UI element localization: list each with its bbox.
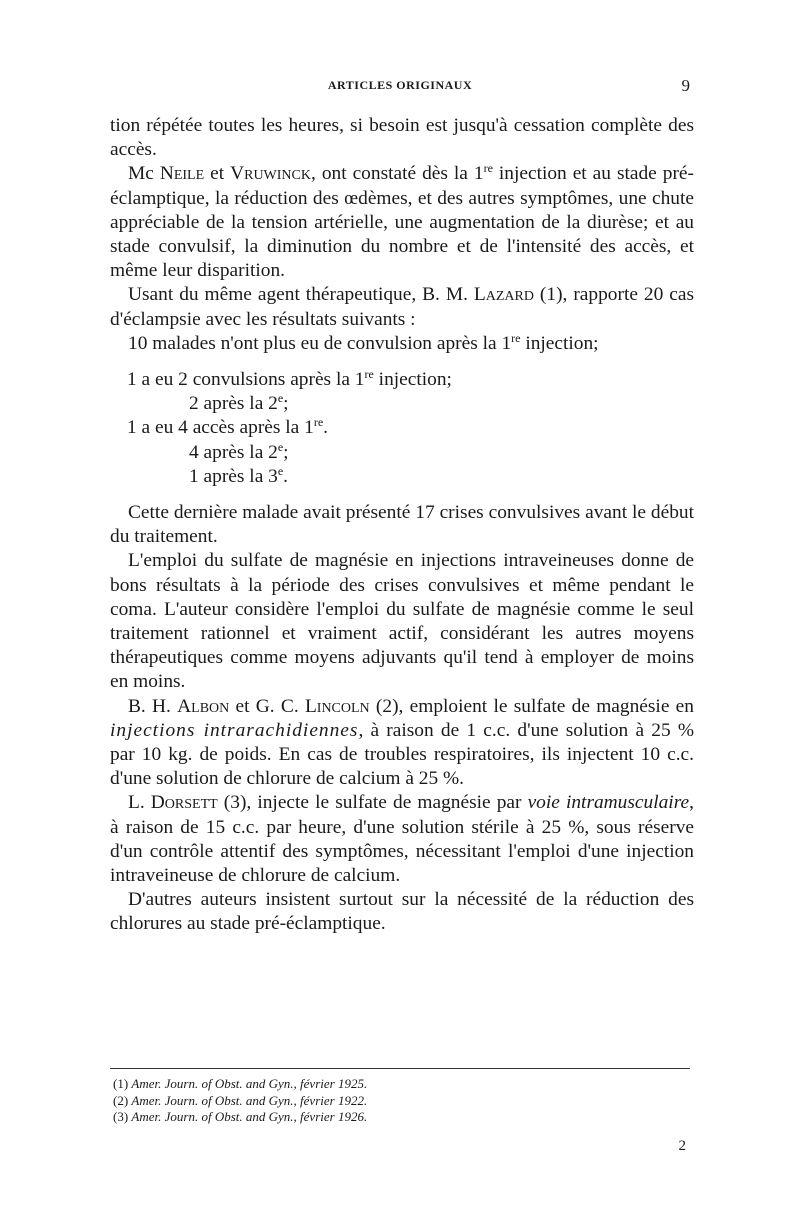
author-name: Vruwinck [230,163,311,185]
row-lead: 1 a eu [127,369,179,391]
text-run: 10 malades n'ont plus eu de convulsion après la 1 [128,332,512,354]
text-run: (3), injecte le sulfate de magnésie par [217,792,528,814]
author-name: Dorsett [150,792,218,814]
footnote-mark: (1) [113,1076,129,1091]
text-run: , ont constaté dès la 1 [311,163,484,185]
text-run: B. H. [128,695,178,717]
results-row [110,368,694,392]
paragraph-albon-lincoln [110,695,694,792]
text-run: , à raison de 15 c.c. par heure, d'une solution stérile à 25 %, sous réserve d'un contrôle attentif des symptômes, nécessitant l'emploi d'une injection intraveineuse de chlorure de calcium. [110,792,694,887]
footnotes [113,1076,673,1126]
superscript: e [277,463,284,478]
footnote-text: Amer. Journ. of Obst. and Gyn., février 1922. [131,1092,368,1108]
paragraph-sulfate-use [110,549,694,694]
text-run: L. [128,792,151,814]
footnote-mark: (2) [113,1092,129,1108]
footnote-divider [110,1068,690,1069]
paragraph-lazard [110,283,694,331]
superscript: re [364,367,374,382]
results-row [110,416,694,440]
paragraph-dorsett [110,791,694,888]
row-text: 2 convulsions après la 1 [178,369,365,391]
emphasis: voie intramusculaire [527,792,690,814]
results-row [110,392,694,416]
text-run: et [204,163,231,185]
paragraph-text: L'emploi du sulfate de magnésie en injections intraveineuses donne de bons résultats à la période des crises convulsives et même pendant le coma. L'auteur considère l'emploi du sulfate de magnésie comme le seul traitement rationnel et vraiment actif, considérant les autres moyens thérapeutiques comme moyens adjuvants qu'il tend à employer de moins en moins. [110,550,694,693]
author-name: Neile [159,163,205,185]
text-run: , à raison de 1 c.c. d'une solution à 25 % par 10 kg. de poids. En cas de troubles respiratoires, ils injectent 10 c.c. d'une solution de chlorure de calcium à 25 %. [110,719,694,790]
footnote [113,1076,673,1093]
emphasis: injections intrarachidiennes [110,719,359,741]
page-header [110,76,690,100]
row-lead: 1 a eu [127,417,179,439]
paragraph-text: D'autres auteurs insistent surtout sur la nécessité de la réduction des chlorures au stade pré-éclamptique. [110,889,694,935]
superscript: re [483,161,493,176]
author-name: Albon [177,695,230,717]
paragraph-last-patient [110,501,694,549]
results-list [110,368,694,489]
footnote-mark: (3) [113,1109,129,1124]
superscript: e [277,391,284,406]
author-name: Lazard [473,284,534,306]
paragraph-results-intro [110,332,694,356]
results-row [110,465,694,489]
text-run: et G. C. [229,695,305,717]
text-run: Mc [128,163,160,185]
row-text: 4 accès après la 1 [178,417,314,439]
superscript: re [511,330,521,345]
article-body [110,114,694,937]
row-tail: injection; [373,369,452,391]
row-text: 4 après la 2 [189,441,278,463]
paragraph-text: tion répétée toutes les heures, si besoin est jusqu'à cessation complète des accès. [110,115,694,161]
paragraph-neile-vruwinck [110,162,694,283]
paragraph-text: Cette dernière malade avait présenté 17 crises convulsives avant le début du traitement. [110,501,694,548]
row-tail: ; [283,441,289,463]
page-number: 9 [681,76,690,95]
results-row [110,441,694,465]
row-tail: ; [283,393,289,415]
text-run: (1), rapporte 20 cas d'éclampsie avec les résultats suivants : [110,284,694,330]
superscript: re [313,415,324,430]
paragraph-chlorides [110,888,694,936]
signature-mark: 2 [678,1138,686,1154]
text-run: Usant du même agent thérapeutique, B. M. [128,284,474,306]
footnote [113,1093,673,1110]
footnote [113,1109,673,1126]
author-name: Lincoln [304,695,370,717]
text-run: injection; [520,332,599,354]
superscript: e [277,439,284,454]
footnote-text: Amer. Journ. of Obst. and Gyn., février 1926. [131,1109,368,1124]
row-tail: . [283,465,289,487]
text-run: (2), emploient le sulfate de magnésie en [369,695,694,717]
row-tail: . [323,417,329,439]
row-text: 2 après la 2 [189,393,278,415]
paragraph-continuation [110,114,694,162]
text-run: injection et au stade pré-éclamptique, la réduction des œdèmes, et des autres symptômes, une chute appréciable de la tension artérielle, une augmentation de la diurèse; et au stade convulsif, la diminution du nombre et de l'intensité des accès, et même leur disparition. [110,163,694,282]
running-title: ARTICLES ORIGINAUX [327,78,473,92]
row-text: 1 après la 3 [189,465,278,487]
footnote-text: Amer. Journ. of Obst. and Gyn., février 1925. [131,1076,368,1091]
